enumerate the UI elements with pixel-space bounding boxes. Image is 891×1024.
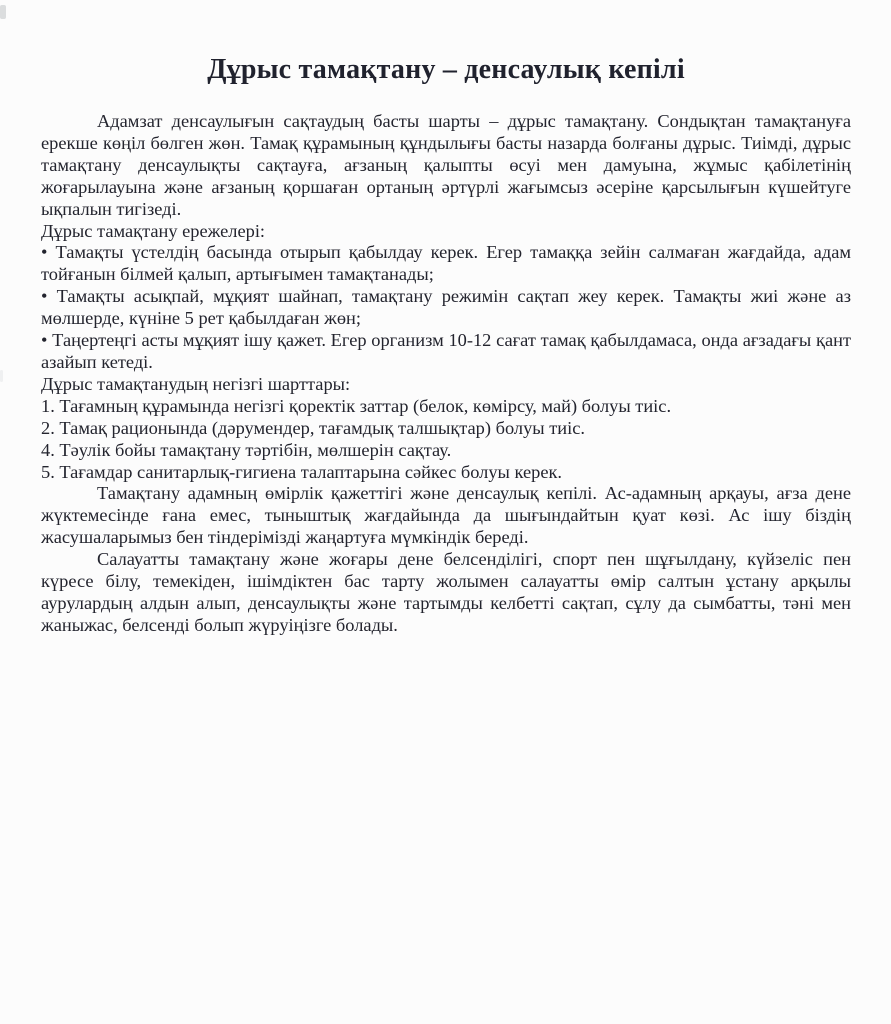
condition-item-4: 4. Тәулік бойы тамақтану тәртібін, мөлшерін сақтау.	[41, 439, 452, 460]
rule-bullet-2: • Тамақты асықпай, мұқият шайнап, тамақтану режимін сақтап жеу керек. Тамақты жиі және аз мөлшерде, күніне 5 рет қабылдаған жөн;	[41, 286, 851, 329]
condition-item-2: 2. Тамақ рационында (дәрумендер, тағамдық талшықтар) болуы тиіс.	[41, 417, 585, 438]
document-body	[41, 111, 851, 637]
scan-artifact	[0, 5, 6, 19]
conditions-heading: Дұрыс тамақтанудың негізгі шарттары:	[41, 373, 351, 394]
intro-paragraph: Адамзат денсаулығын сақтаудың басты шарты – дұрыс тамақтану. Сондықтан тамақтануға ерекше көңіл бөлген жөн. Тамақ құрамының құндылығы басты назарда болғаны дұрыс. Тиімді, дұрыс тамақтану денсаулықты сақтауға, ағзаның қалыпты өсуі мен дамуына, жұмыс қабілетінің жоғарылауына және ағзаның қоршаған ортаның әртүрлі жағымсыз әсеріне қарсылығын күшейтуге ықпалын тигізеді.	[41, 111, 851, 219]
nutrition-necessity-paragraph: Тамақтану адамның өмірлік қажеттігі және денсаулық кепілі. Ас-адамның арқауы, ағза дене жүктемесінде ғана емес, тыныштық жағдайында да шығындайтын қуат көзі. Ас ішу біздің жасушаларымыз бен тіндерімізді жаңартуға мүмкіндік береді.	[41, 483, 851, 548]
condition-item-1: 1. Тағамның құрамында негізгі қоректік заттар (белок, көмірсу, май) болуы тиіс.	[41, 395, 672, 416]
rules-heading: Дұрыс тамақтану ережелері:	[41, 220, 266, 241]
scan-artifact	[0, 370, 3, 382]
condition-item-5: 5. Тағамдар санитарлық-гигиена талаптарына сәйкес болуы керек.	[41, 461, 563, 482]
rule-bullet-1: • Тамақты үстелдің басында отырып қабылдау керек. Егер тамаққа зейін салмаған жағдайда, адам тойғанын білмей қалып, артығымен тамақтанады;	[41, 242, 851, 285]
document-title: Дұрыс тамақтану – денсаулық кепілі	[207, 54, 685, 85]
rule-bullet-3: • Таңертеңгі асты мұқият ішу қажет. Егер организм 10-12 сағат тамақ қабылдамаса, онда ағзадағы қант азайып кетеді.	[41, 330, 851, 372]
healthy-lifestyle-paragraph: Салауатты тамақтану және жоғары дене белсенділігі, спорт пен шұғылдану, күйзеліс пен күресе білу, темекіден, ішімдіктен бас тарту жолымен салауатты өмір салтын ұстану арқылы аурулардың алдын алып, денсаулықты және тартымды келбетті сақтап, сұлу да сымбатты, тәні мен жаныжас, белсенді болып жүруіңізге болады.	[41, 549, 851, 635]
